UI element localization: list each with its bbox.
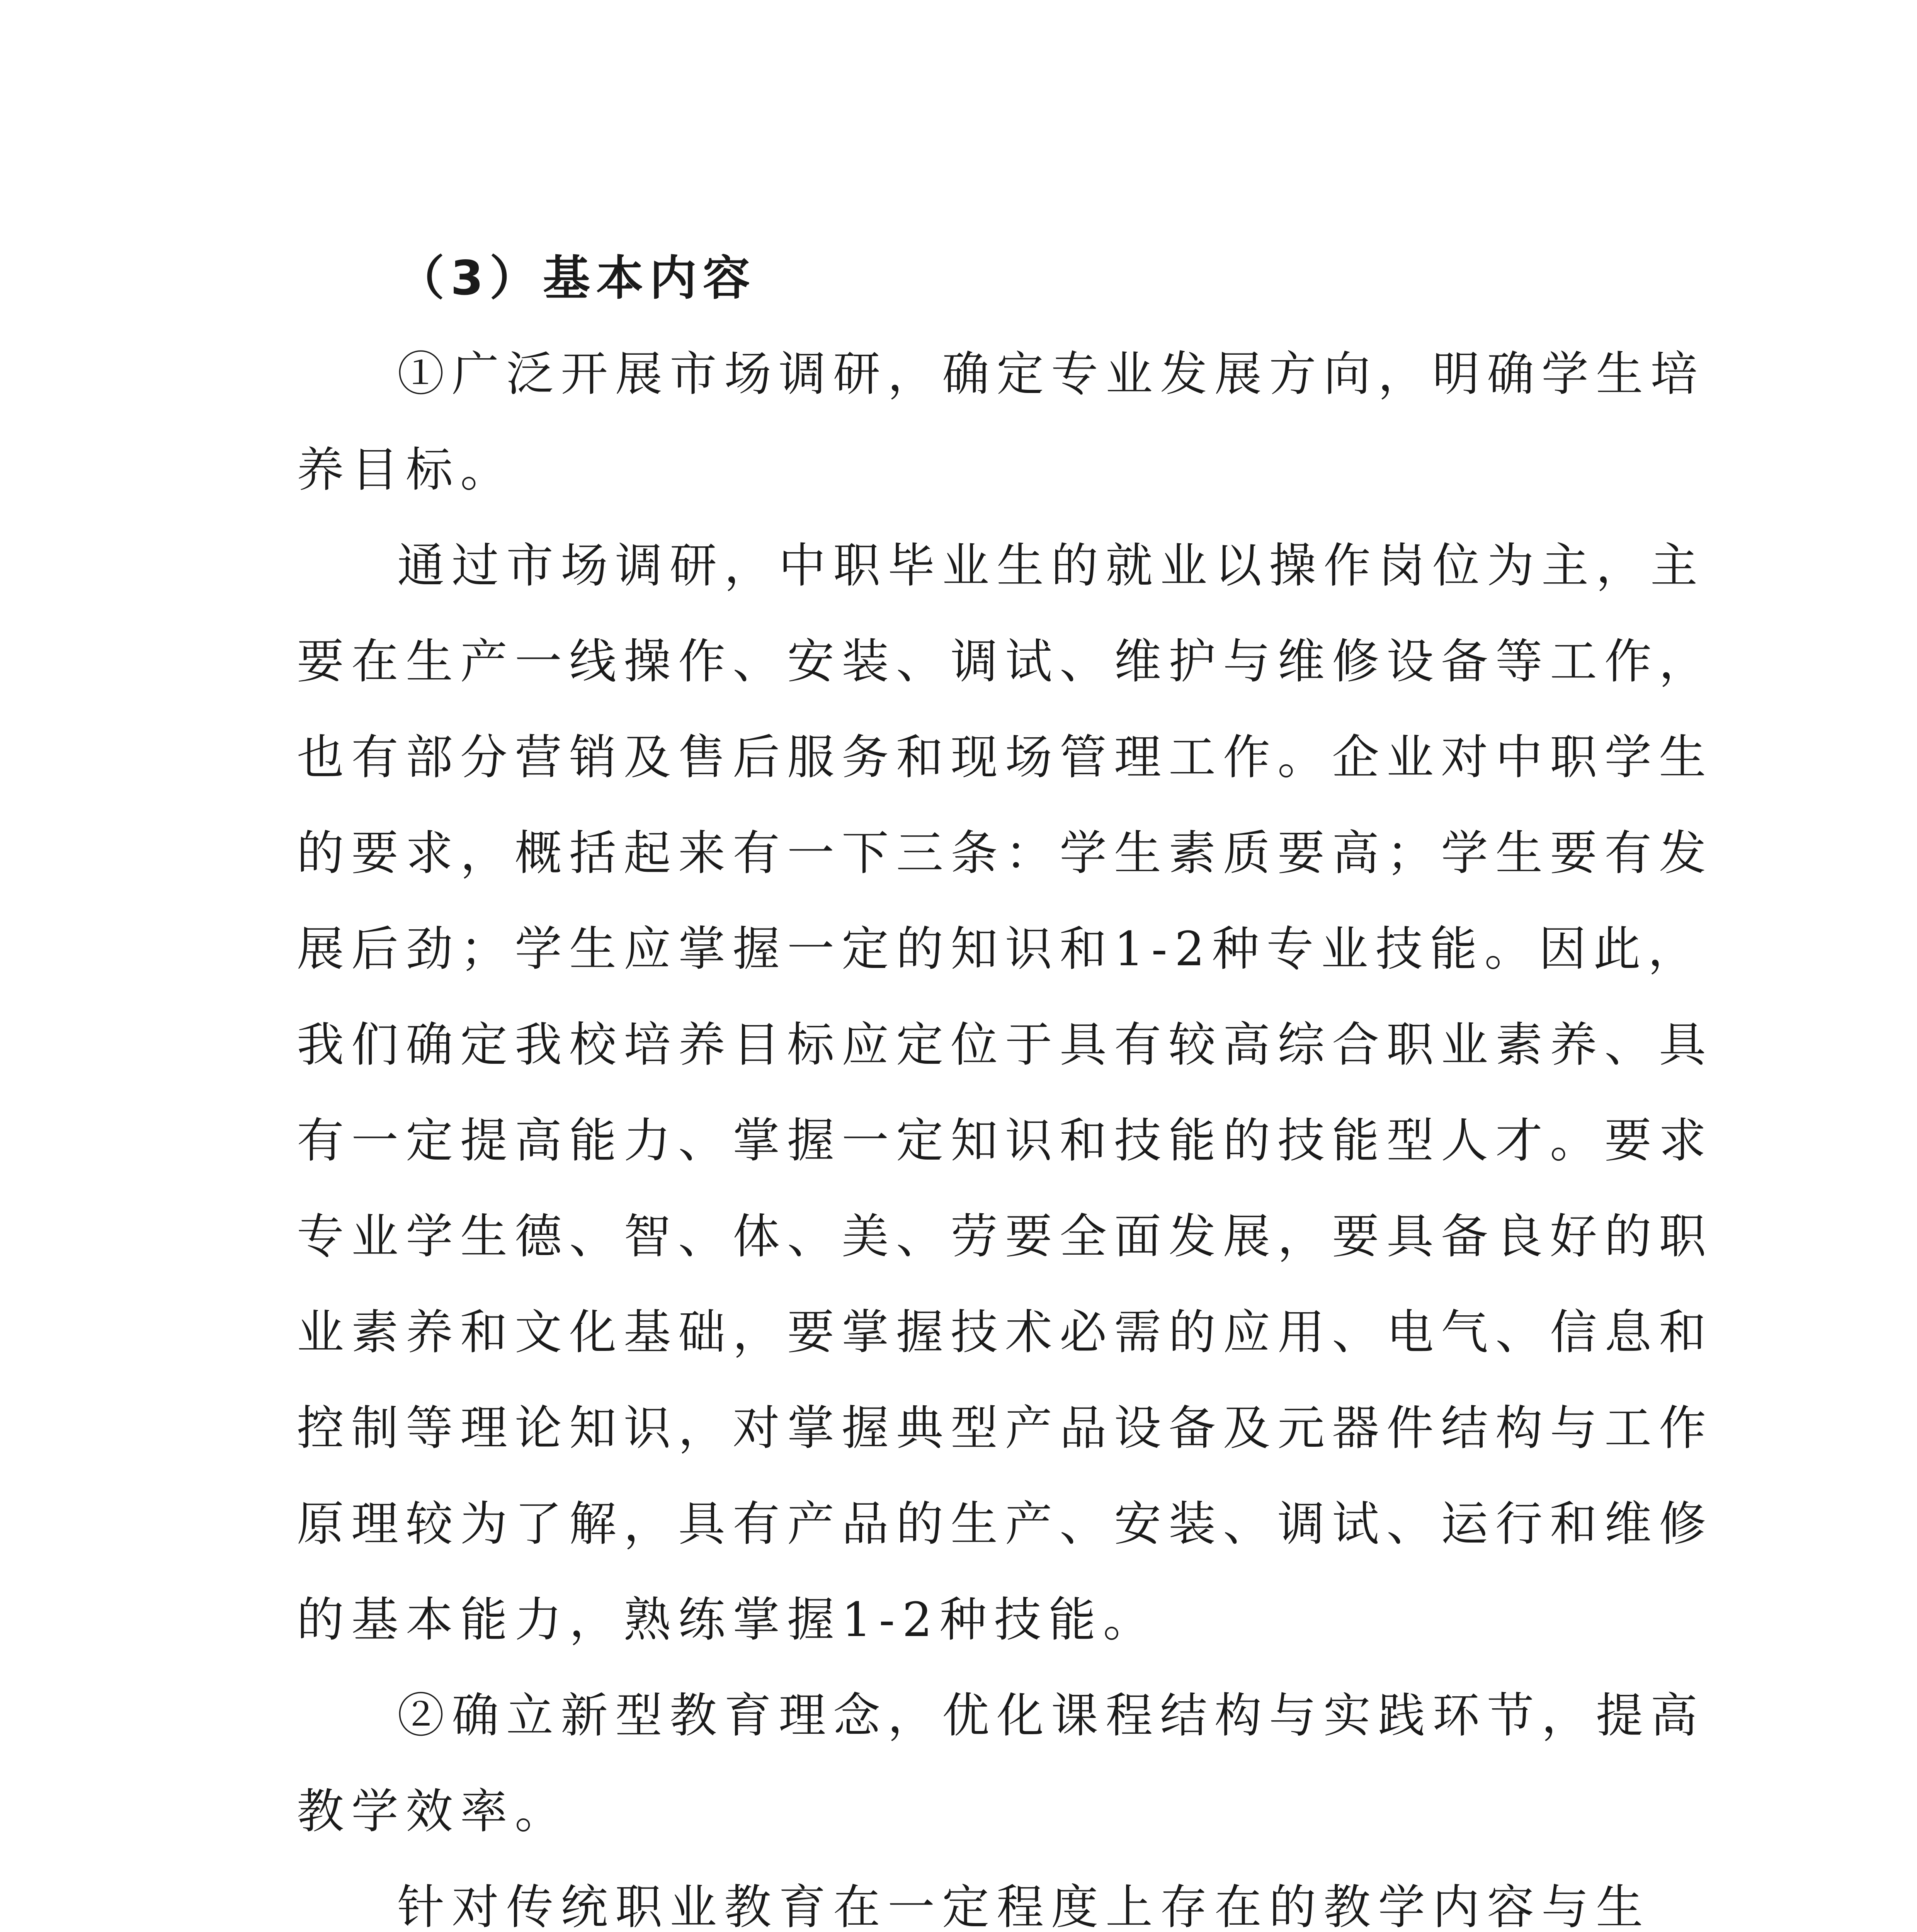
text-line: ②确立新型教育理念，优化课程结构与实践环节，提高 [397, 1688, 1705, 1743]
paragraph-education-concept-body [297, 1859, 1650, 1932]
text-line: 养目标。 [297, 442, 515, 497]
text-line: ①广泛开展市场调研，确定专业发展方向，明确学生培 [397, 347, 1705, 401]
text-line: 我们确定我校培养目标应定位于具有较高综合职业素养、具 [297, 1017, 1713, 1072]
text-line: 的基本能力，熟练掌握1-2种技能。 [297, 1592, 1158, 1647]
text-line: 教学效率。 [297, 1784, 569, 1839]
text-line: 也有部分营销及售后服务和现场管理工作。企业对中职学生 [297, 730, 1713, 785]
text-line: 原理较为了解，具有产品的生产、安装、调试、运行和维修 [297, 1497, 1713, 1551]
text-line: 针对传统职业教育在一定程度上存在的教学内容与生 [397, 1880, 1650, 1932]
text-line: 通过市场调研，中职毕业生的就业以操作岗位为主，主 [397, 538, 1705, 593]
text-line: 业素养和文化基础，要掌握技术必需的应用、电气、信息和 [297, 1305, 1713, 1360]
text-line: 要在生产一线操作、安装、调试、维护与维修设备等工作， [297, 634, 1713, 689]
section-heading: （3）基本内容 [397, 251, 756, 306]
text-line: 的要求，概括起来有一下三条：学生素质要高；学生要有发 [297, 826, 1713, 881]
text-line: 展后劲；学生应掌握一定的知识和1-2种专业技能。因此， [297, 922, 1703, 976]
paragraph-market-research-body [297, 518, 1713, 1668]
text-line: 有一定提高能力、掌握一定知识和技能的技能型人才。要求 [297, 1113, 1713, 1168]
paragraph-market-research-title [297, 326, 1705, 518]
body-text [297, 230, 1713, 1932]
text-line: 专业学生德、智、体、美、劳要全面发展，要具备良好的职 [297, 1209, 1713, 1264]
text-line: 控制等理论知识，对掌握典型产品设备及元器件结构与工作 [297, 1401, 1713, 1456]
paragraph-education-concept-title [297, 1668, 1705, 1859]
